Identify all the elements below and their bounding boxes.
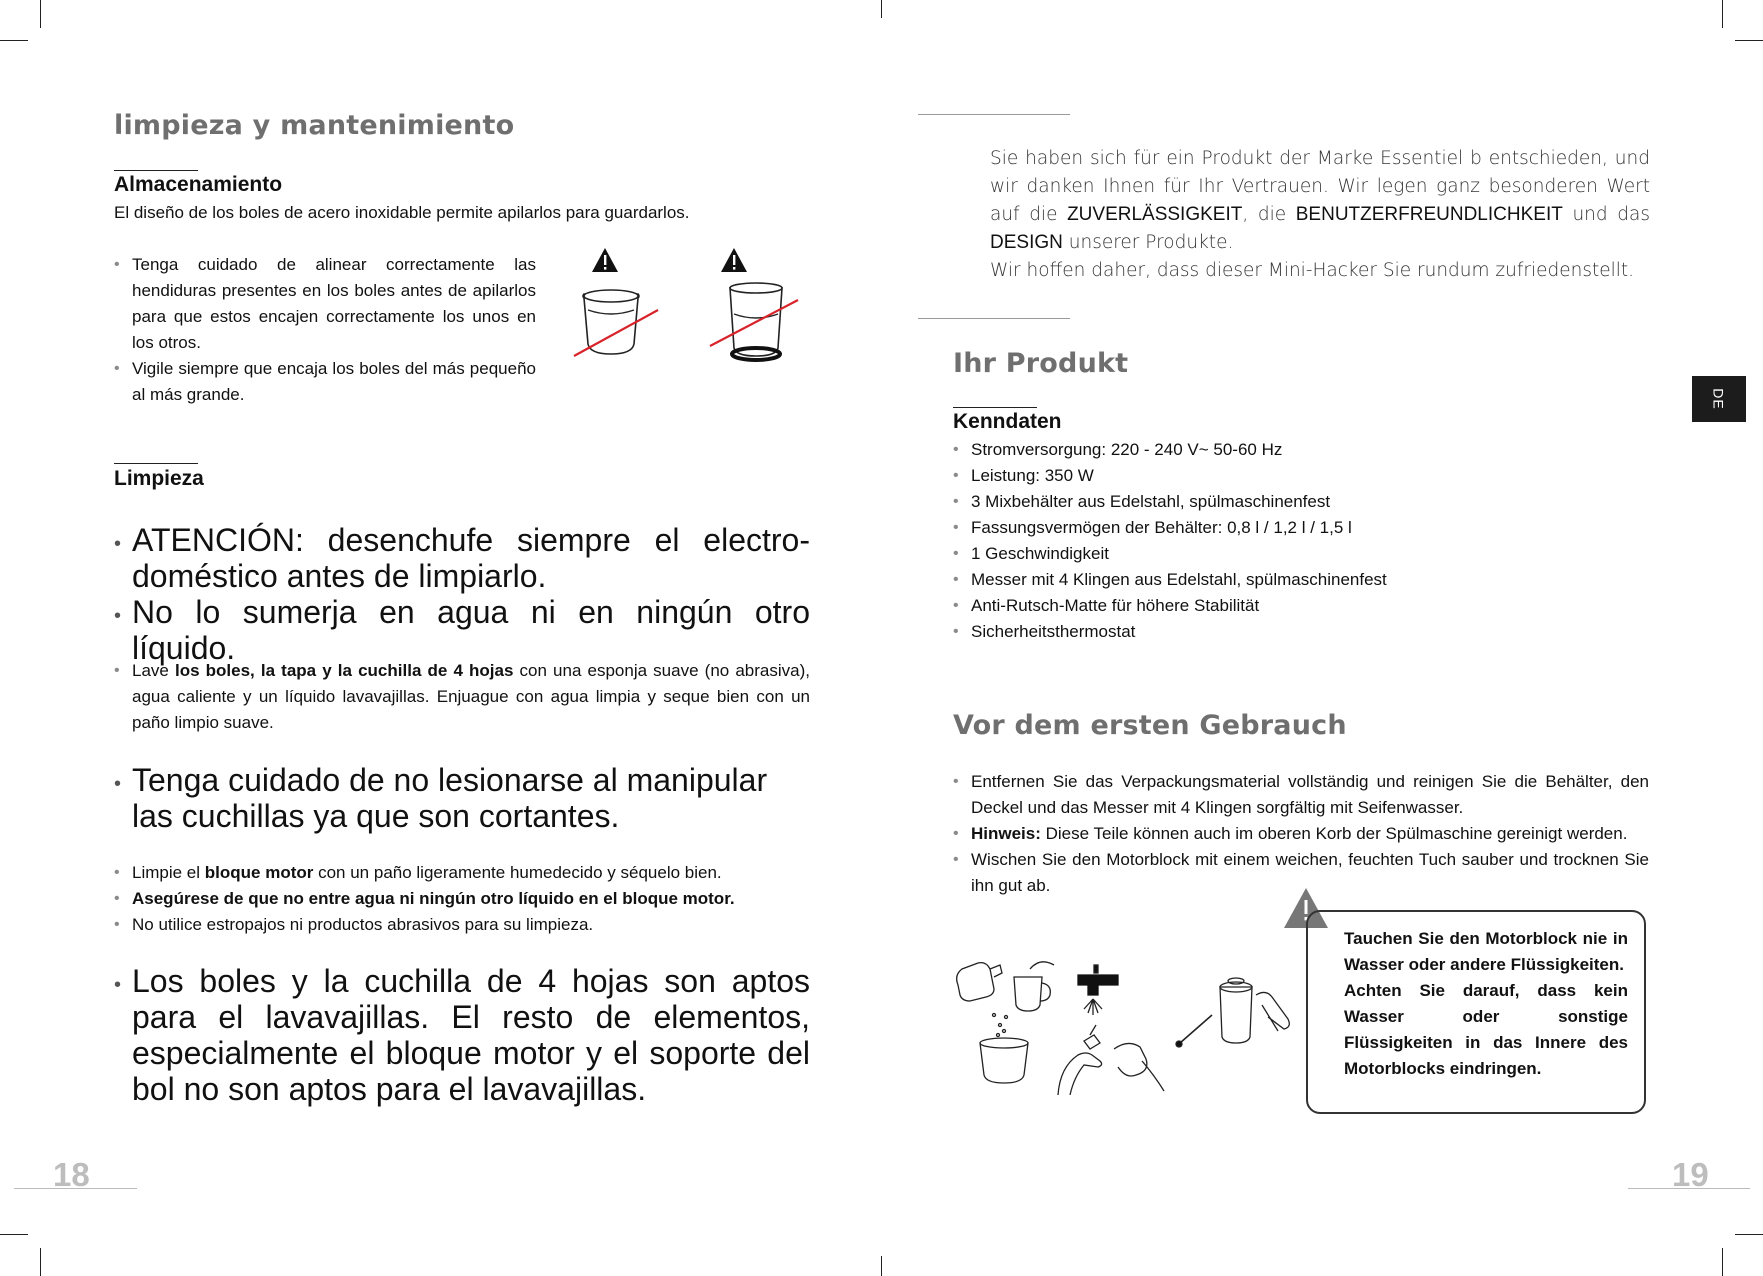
- crop-mark: [881, 1256, 882, 1276]
- crop-mark: [1735, 40, 1763, 41]
- subheading-rule: [114, 463, 198, 464]
- crop-mark: [0, 1234, 28, 1235]
- first-use-title: Vor dem ersten Gebrauch: [953, 710, 1347, 741]
- storage-intro: El diseño de los boles de acero inoxidable permite apilarlos para guardarlos.: [114, 203, 690, 222]
- crop-mark: [40, 0, 41, 28]
- list-item: • Leistung: 350 W: [953, 463, 1653, 489]
- list-item: • Los boles y la cuchilla de 4 hojas son aptos para el lavavajillas. El resto de elementos, especialmente el bloque motor y el soporte del bol no son aptos para el lavavajillas.: [114, 963, 810, 1107]
- intro-rule-bottom: [918, 318, 1070, 319]
- list-item: • Messer mit 4 Klingen aus Edelstahl, spülmaschinenfest: [953, 567, 1653, 593]
- list-item: • No lo sumerja en agua ni en ningún otro líquido.: [114, 594, 810, 666]
- language-tab: DE: [1692, 376, 1746, 422]
- crop-mark: [0, 40, 28, 41]
- list-item: • Anti-Rutsch-Matte für höhere Stabilität: [953, 593, 1653, 619]
- section-title: limpieza y mantenimiento: [114, 110, 515, 141]
- cleaning-steps-illustration: [950, 955, 1290, 1095]
- list-item: • Tenga cuidado de alinear correctamente las hendiduras presentes en los boles antes de apilarlos para que estos encajen correctamente los unos en los otros.: [114, 252, 536, 356]
- blade-warning: [114, 762, 810, 834]
- warning-box: [1306, 910, 1646, 1114]
- warning-triangle-icon: [592, 248, 618, 272]
- list-item: • Sicherheitsthermostat: [953, 619, 1653, 645]
- list-item: • ATENCIÓN: desenchufe siempre el electro-doméstico antes de limpiarlo.: [114, 522, 810, 594]
- warning-text: Achten Sie darauf, dass kein Wasser oder sonstige Flüssigkeiten in das Innere des Motorblocks eindringen.: [1344, 981, 1628, 1078]
- list-item: • Limpie el bloque motor con un paño ligeramente humedecido y séquelo bien.: [114, 860, 810, 886]
- page-number: 18: [53, 1156, 90, 1193]
- subheading-rule: [953, 407, 1037, 408]
- list-item: • Lave los boles, la tapa y la cuchilla de 4 hojas con una esponja suave (no abrasiva), agua caliente y un líquido lavavajillas. Enjuague con agua limpia y seque bien con un paño limpio suave.: [114, 658, 810, 736]
- wash-bullet: [114, 658, 810, 736]
- product-title: Ihr Produkt: [953, 348, 1129, 379]
- list-item: • Stromversorgung: 220 - 240 V~ 50-60 Hz: [953, 437, 1653, 463]
- cleaning-heading: Limpieza: [114, 467, 204, 490]
- storage-heading: Almacenamiento: [114, 173, 283, 196]
- motor-bullets: [114, 860, 810, 938]
- list-item: • Wischen Sie den Motorblock mit einem weichen, feuchten Tuch sauber und trocknen Sie ihn gut ab.: [953, 847, 1649, 899]
- list-item: • 3 Mixbehälter aus Edelstahl, spülmaschinenfest: [953, 489, 1653, 515]
- crop-mark: [1722, 0, 1723, 28]
- crop-mark: [1735, 1234, 1763, 1235]
- storage-bullets: [114, 252, 536, 408]
- list-item: • Hinweis: Diese Teile können auch im oberen Korb der Spülmaschine gereinigt werden.: [953, 821, 1649, 847]
- dishwasher-note: [114, 963, 810, 1107]
- page-number: 19: [1672, 1156, 1709, 1193]
- stacked-bowl-crossed-icon: [568, 244, 668, 364]
- warning-triangle-icon: [721, 248, 747, 272]
- crop-mark: [40, 1248, 41, 1276]
- specs-list: [953, 437, 1653, 645]
- list-item: • Vigile siempre que encaja los boles del más pequeño al más grande.: [114, 356, 536, 408]
- list-item: • No utilice estropajos ni productos abrasivos para su limpieza.: [114, 912, 810, 938]
- crop-mark: [881, 0, 882, 18]
- list-item: • Fassungsvermögen der Behälter: 0,8 l / 1,2 l / 1,5 l: [953, 515, 1653, 541]
- crop-mark: [1722, 1248, 1723, 1276]
- list-item: • Asegúrese de que no entre agua ni ningún otro líquido en el bloque motor.: [114, 886, 810, 912]
- first-use-list: [953, 769, 1649, 899]
- list-item: • Entfernen Sie das Verpackungsmaterial vollständig und reinigen Sie die Behälter, den Deckel und das Messer mit 4 Klingen sorgfältig mit Seifenwasser.: [953, 769, 1649, 821]
- intro-rule-top: [918, 114, 1070, 115]
- intro-text: Sie haben sich für ein Produkt der Marke Essentiel b entschieden, und wir danken Ihnen für Ihr Vertrauen. Wir legen ganz besonderen Wert auf die ZUVERLÄSSIGKEIT, die BENUTZERFREUNDLICHKEIT und das DESIGN unserer Produkte. Wir hoffen daher, dass dieser Mini-Hacker Sie rundum zufriedenstellt.: [990, 148, 1650, 281]
- warning-text: Tauchen Sie den Motorblock nie in Wasser oder andere Flüssigkeiten.: [1344, 929, 1628, 974]
- list-item: • 1 Geschwindigkeit: [953, 541, 1653, 567]
- list-item: • Tenga cuidado de no lesionarse al manipular las cuchillas ya que son cortantes.: [114, 762, 810, 834]
- cleaning-warning-large: [114, 522, 810, 666]
- stacked-bowl-crossed-icon: [706, 244, 816, 364]
- specs-heading: Kenndaten: [953, 410, 1062, 433]
- subheading-rule: [114, 170, 198, 171]
